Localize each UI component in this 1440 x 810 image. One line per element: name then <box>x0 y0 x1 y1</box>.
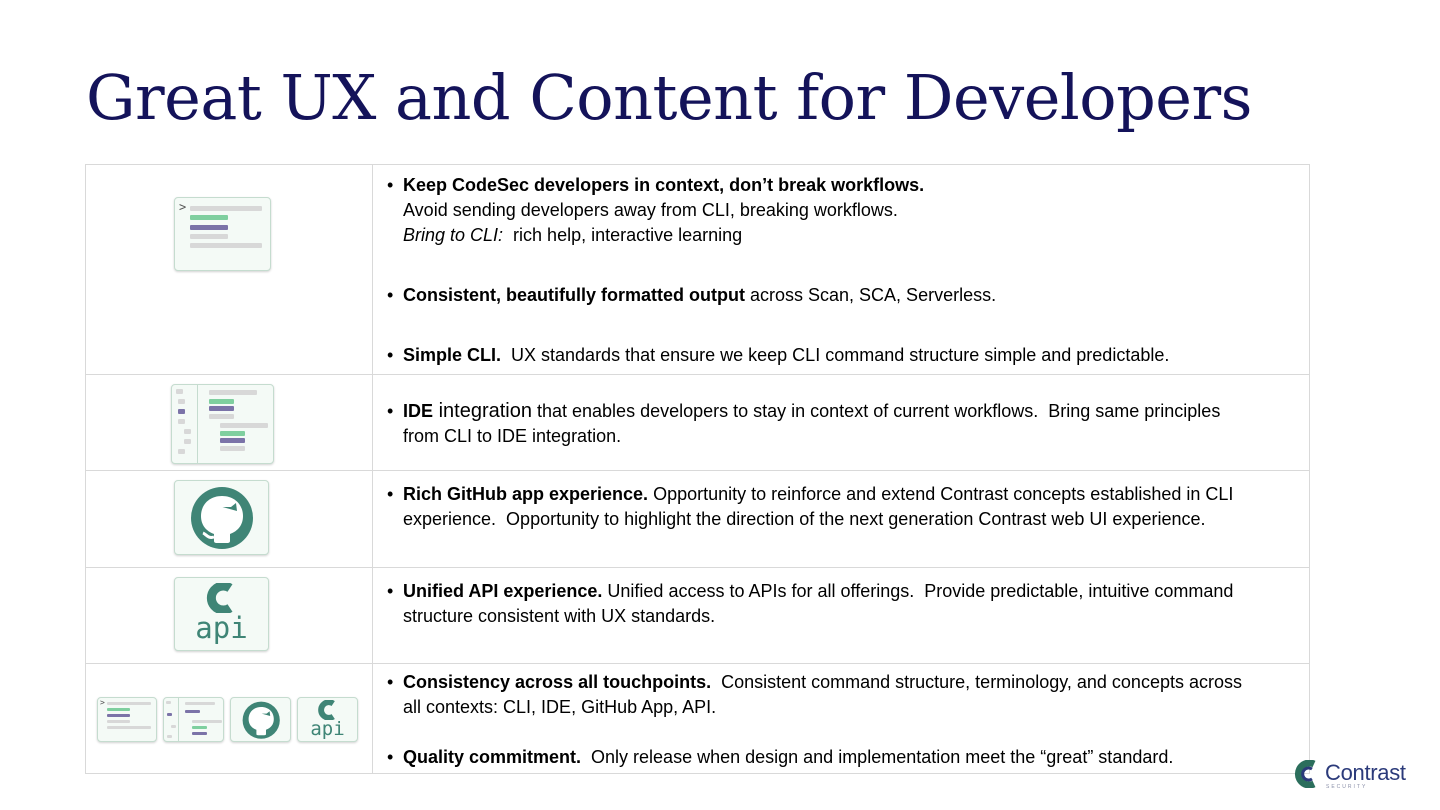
icon-cell <box>86 375 373 470</box>
cli-terminal-icon: > <box>174 197 271 271</box>
bullet-heading: Consistency across all touchpoints. <box>403 672 712 692</box>
text-cell <box>374 471 1309 567</box>
table-row-cli <box>86 165 1309 374</box>
page-title: Great UX and Content for Developers <box>86 61 1252 134</box>
content-table <box>85 164 1310 774</box>
table-row-api <box>86 567 1309 663</box>
icon-cell <box>86 471 373 567</box>
bullet-heading: Quality commitment. <box>403 747 582 767</box>
github-icon <box>230 697 291 742</box>
text-cell <box>374 375 1309 470</box>
bullet-item: • Consistency across all touchpoints. Consistent command structure, terminology, and concepts across all contexts: CLI, IDE, GitHub App, API. <box>387 672 1242 717</box>
icon-cell <box>86 165 373 374</box>
ide-window-icon <box>171 384 274 464</box>
contrast-api-icon: api <box>174 577 269 651</box>
bullet-heading: Simple CLI. <box>403 345 502 365</box>
bullet-item: • IDE integration that enables developers to stay in context of current workflows. Bring same principles from CLI to IDE integration. <box>387 400 1221 446</box>
ide-window-icon <box>163 697 224 742</box>
bullet-heading: Unified API experience. <box>403 581 603 601</box>
bullet-item: • Simple CLI. UX standards that ensure we keep CLI command structure simple and predictable. <box>387 345 1170 365</box>
bullet-item: • Rich GitHub app experience. Opportunity to reinforce and extend Contrast concepts established in CLI experience. Opportunity to highlight the direction of the next generation Contrast web UI experience. <box>387 484 1234 529</box>
bullet-heading: Keep CodeSec developers in context, don’t break workflows. <box>403 175 925 195</box>
bullet-item: • Consistent, beautifully formatted output across Scan, SCA, Serverless. <box>387 285 997 305</box>
table-row-ide <box>86 374 1309 470</box>
cli-terminal-icon: > <box>97 697 157 742</box>
text-cell <box>374 165 1309 374</box>
text-cell <box>374 568 1309 663</box>
bullet-item: • Keep CodeSec developers in context, don’t break workflows. Avoid sending developers away from CLI, breaking workflows. Bring to CLI: rich help, interactive learning <box>387 175 925 245</box>
bullet-heading: Rich GitHub app experience. <box>403 484 649 504</box>
bullet-heading: Consistent, beautifully formatted output <box>403 285 745 305</box>
table-row-github <box>86 470 1309 567</box>
table-row-touchpoints <box>86 663 1309 773</box>
contrast-logo: Contrast SECURITY <box>1288 758 1418 792</box>
contrast-api-icon: api <box>297 697 358 742</box>
github-icon <box>174 480 269 555</box>
text-cell <box>374 664 1309 773</box>
bullet-item: • Unified API experience. Unified access to APIs for all offerings. Provide predictable, intuitive command structure consistent with UX standards. <box>387 581 1234 626</box>
icon-cell <box>86 568 373 663</box>
contrast-logo-icon <box>1288 760 1322 788</box>
icon-cell <box>86 664 373 773</box>
bullet-heading: IDE <box>403 401 434 421</box>
bullet-item: • Quality commitment. Only release when design and implementation meet the “great” standard. <box>387 747 1174 767</box>
